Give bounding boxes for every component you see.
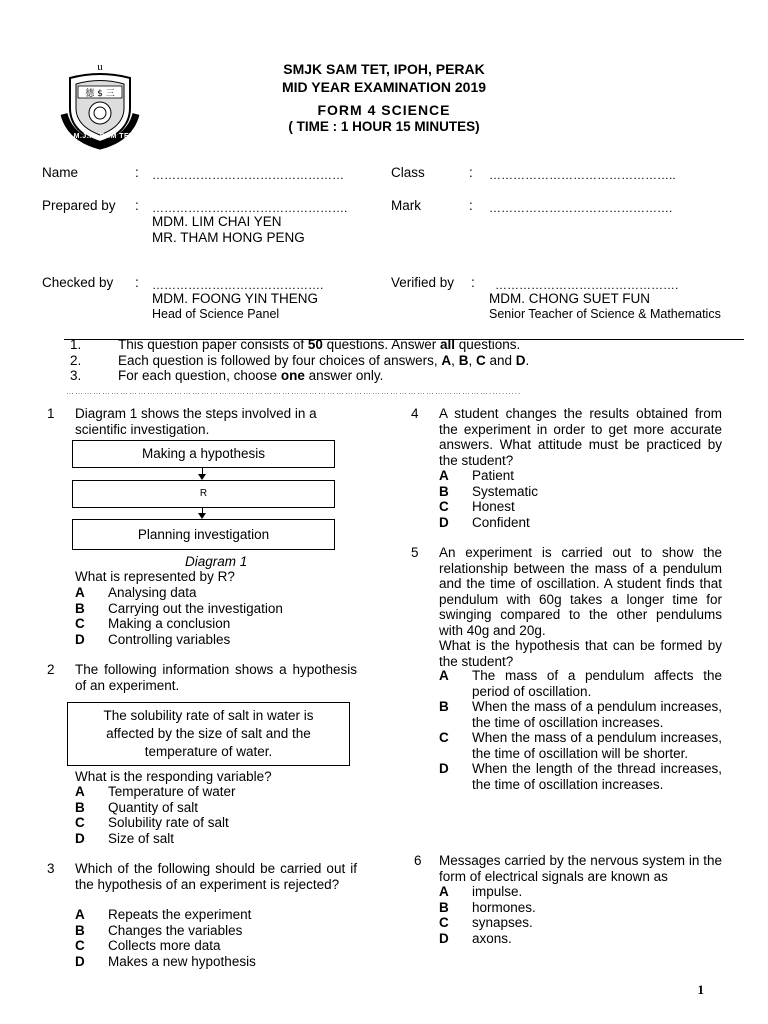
question-2-options (75, 784, 345, 846)
question-5-stem: What is the hypothesis that can be formed by the student? (439, 638, 722, 669)
question-1-text: Diagram 1 shows the steps involved in a scientific investigation. (75, 406, 317, 437)
question-6-options (439, 884, 722, 946)
colon: : (135, 165, 139, 180)
crest-motto: S.M.J.K. SAM TET (66, 133, 134, 140)
question-6-number: 6 (414, 853, 422, 868)
question-4-options (439, 468, 722, 530)
option-a[interactable]: A Repeats the experiment (75, 907, 252, 922)
preparer-name-1: MDM. LIM CHAI YEN (152, 214, 282, 229)
option-d[interactable]: D Makes a new hypothesis (75, 953, 256, 969)
separator-line: …………………………………………………………………………………………………………………………….......... (66, 387, 522, 396)
diagram-box-hypothesis: Making a hypothesis (72, 440, 335, 468)
option-b[interactable]: B Quantity of salt (75, 799, 199, 815)
question-3-number: 3 (47, 861, 55, 876)
prepared-signature: …………………………………………. (152, 201, 348, 215)
verifier-role: Senior Teacher of Science & Mathematics (489, 306, 721, 321)
name-field[interactable]: ………………………………………… (152, 168, 344, 182)
option-a[interactable]: A The mass of a pendulum affects the period of oscillation. (439, 668, 722, 699)
checked-label: Checked by (42, 275, 114, 290)
verified-label: Verified by (391, 275, 455, 290)
question-4-number: 4 (411, 406, 419, 421)
option-b[interactable]: B Carrying out the investigation (75, 600, 283, 616)
instruction-1: 1. This question paper consists of 50 questions. Answer all questions. (70, 337, 521, 352)
question-1-options (75, 585, 345, 647)
time-allowed: ( TIME : 1 HOUR 15 MINUTES) (288, 119, 480, 134)
colon: : (469, 198, 473, 213)
exam-title: MID YEAR EXAMINATION 2019 (281, 79, 487, 95)
mark-label: Mark (391, 198, 421, 213)
option-a[interactable]: A Analysing data (75, 585, 197, 600)
mark-field[interactable]: ………………………………………. (489, 201, 673, 215)
question-1-stem: What is represented by R? (75, 569, 235, 584)
prepared-label: Prepared by (42, 198, 116, 213)
hypothesis-box (67, 702, 350, 766)
instructions (70, 337, 529, 384)
option-d[interactable]: D Confident (439, 514, 530, 530)
verified-signature: ………………………………………. (495, 278, 679, 292)
checker-role: Head of Science Panel (152, 306, 280, 321)
colon: : (471, 275, 475, 290)
svg-text:德 $ 三: 德 $ 三 (85, 89, 115, 99)
colon: : (135, 198, 139, 213)
preparer-name-2: MR. THAM HONG PENG (152, 229, 305, 245)
option-b[interactable]: B When the mass of a pendulum increases, the time of oscillation increases. (439, 699, 722, 730)
name-label: Name (42, 165, 79, 180)
option-a[interactable]: A Temperature of water (75, 784, 236, 799)
option-a[interactable]: A impulse. (439, 884, 523, 899)
option-c[interactable]: C Honest (439, 499, 515, 514)
colon: : (135, 275, 139, 290)
question-1-number: 1 (47, 406, 55, 421)
instruction-3: 3. For each question, choose one answer only. (70, 368, 384, 383)
colon: : (469, 165, 473, 180)
option-d[interactable]: D When the length of the thread increases, the time of oscillation increases. (439, 761, 722, 792)
hypothesis-text: The solubility rate of salt in water is affected by the size of salt and the temperature of water. (103, 708, 314, 759)
option-d[interactable]: D Controlling variables (75, 631, 231, 647)
option-c[interactable]: C Solubility rate of salt (75, 815, 229, 830)
option-b[interactable]: B hormones. (439, 899, 536, 915)
diagram-caption: Diagram 1 (185, 554, 248, 569)
question-5-options (439, 668, 722, 792)
option-d[interactable]: D axons. (439, 930, 512, 946)
question-3-text: Which of the following should be carried out if the hypothesis of an experiment is rejected? (75, 861, 357, 892)
svg-text:u: u (97, 61, 103, 73)
class-label: Class (391, 165, 425, 180)
question-2-number: 2 (47, 662, 55, 677)
school-name: SMJK SAM TET, IPOH, PERAK (283, 61, 485, 77)
question-4-text: A student changes the results obtained from the experiment in order to get more accurate answers. What attitude must be practiced by the student? (439, 406, 722, 468)
verifier-name: MDM. CHONG SUET FUN (489, 291, 650, 306)
checked-signature: ……………………………………. (152, 278, 324, 292)
question-5-number: 5 (411, 545, 419, 560)
option-c[interactable]: C synapses. (439, 915, 533, 930)
question-2-stem: What is the responding variable? (75, 769, 272, 784)
option-b[interactable]: B Systematic (439, 483, 539, 499)
question-3-options (75, 907, 345, 969)
option-b[interactable]: B Changes the variables (75, 922, 243, 938)
question-6-text: Messages carried by the nervous system in the form of electrical signals are known as (439, 853, 722, 884)
option-c[interactable]: C Collects more data (75, 938, 221, 953)
diagram-box-r: R (72, 480, 335, 508)
checker-name: MDM. FOONG YIN THENG (152, 291, 319, 306)
instruction-2: 2. Each question is followed by four choices of answers, A, B, C and D. (70, 352, 530, 368)
option-a[interactable]: A Patient (439, 468, 515, 483)
option-c[interactable]: C Making a conclusion (75, 616, 231, 631)
option-c[interactable]: C When the mass of a pendulum increases, the time of oscillation will be shorter. (439, 730, 722, 761)
option-d[interactable]: D Size of salt (75, 830, 175, 846)
question-2-text: The following information shows a hypothesis of an experiment. (75, 662, 357, 693)
question-5-text: An experiment is carried out to show the relationship between the mass of a pendulum and the time of oscillation. A student finds that pendulum with 60g takes a longer time for swinging compared to the other pendulums with 40g and 20g. (439, 545, 722, 638)
subject-title: FORM 4 SCIENCE (317, 102, 451, 118)
page-number: 1 (697, 982, 704, 997)
class-field[interactable]: ……………………………………….. (489, 168, 676, 182)
diagram-box-planning: Planning investigation (72, 519, 335, 550)
